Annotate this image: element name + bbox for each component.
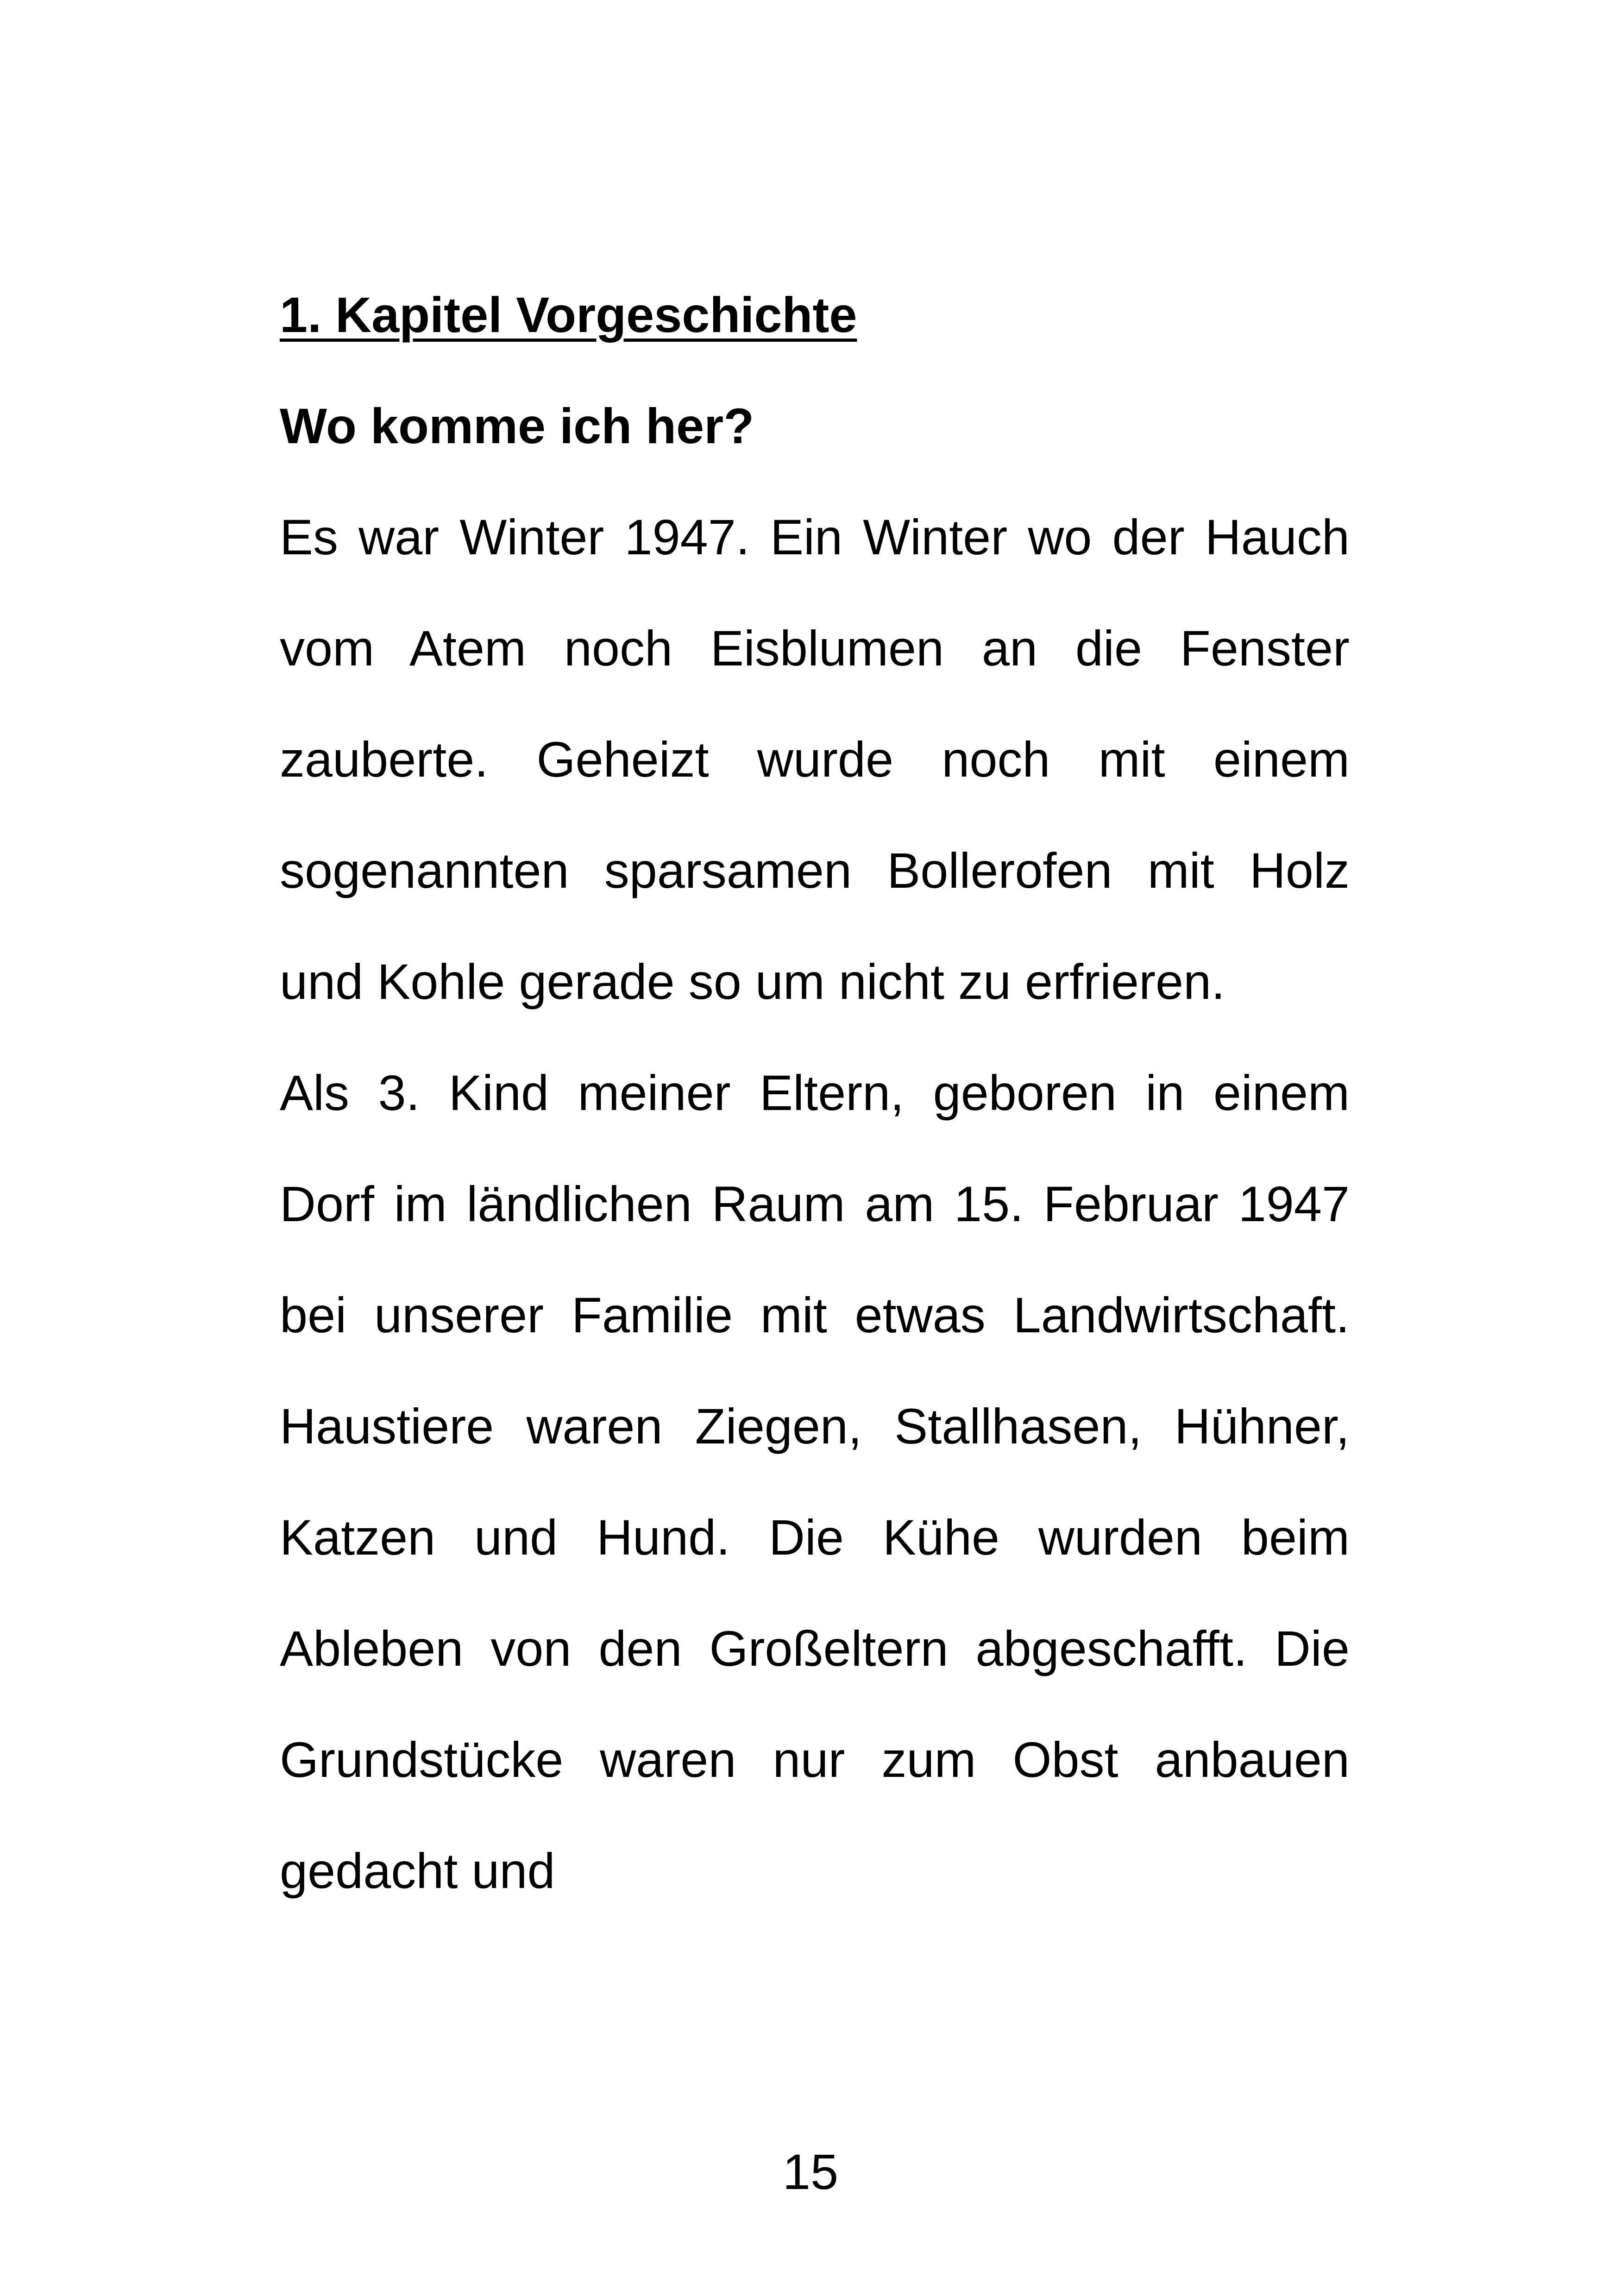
page-content bbox=[280, 259, 1350, 1926]
section-title: Wo komme ich her? bbox=[280, 398, 754, 454]
chapter-title: 1. Kapitel Vorgeschichte bbox=[280, 287, 857, 343]
page-number: 15 bbox=[782, 2144, 839, 2200]
paragraph: Es war Winter 1947. Ein Winter wo der Hauch vom Atem noch Eisblumen an die Fenster zauberte. Geheizt wurde noch mit einem sogenannten sparsamen Bollerofen mit Holz und Kohle gerade so um nicht zu erfrieren. bbox=[280, 509, 1350, 1010]
paragraph: Als 3. Kind meiner Eltern, geboren in einem Dorf im ländlichen Raum am 15. Februar 1947 bei unserer Familie mit etwas Landwirtschaft. Haustiere waren Ziegen, Stallhasen, Hühner, Katzen und Hund. Die Kühe wurden beim Ableben von den Großeltern abgeschafft. Die Grundstücke waren nur zum Obst anbauen gedacht und bbox=[280, 1065, 1350, 1899]
